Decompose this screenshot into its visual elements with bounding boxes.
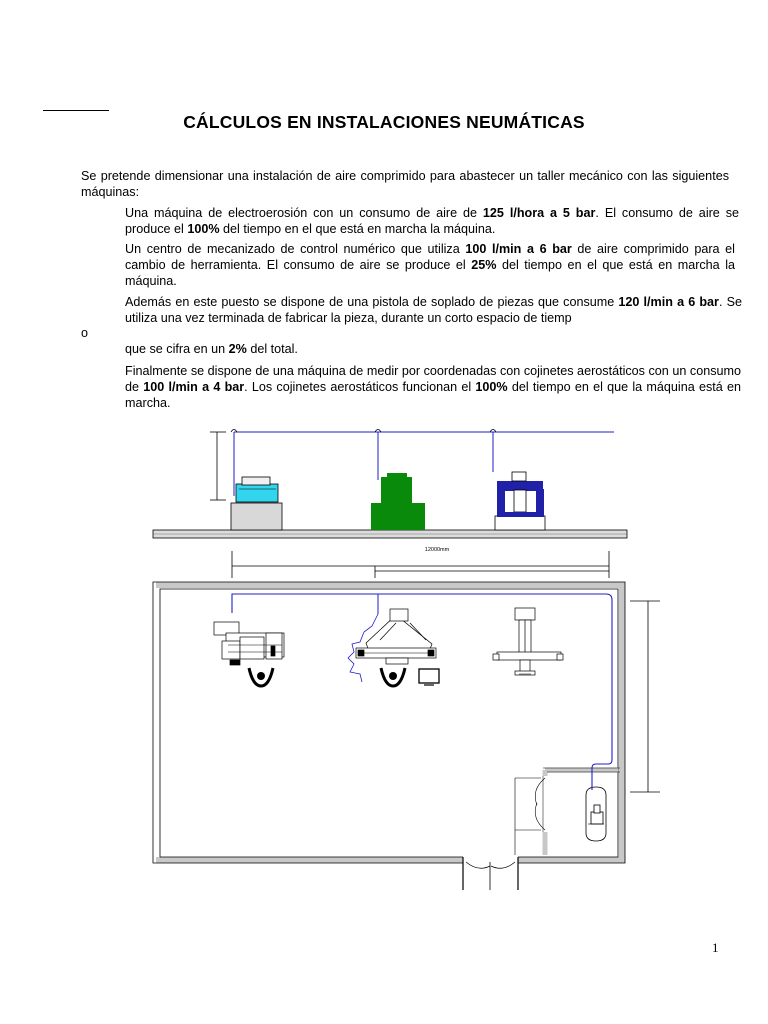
item-text: . Se utiliza una vez terminada de fabricar la pieza, durante un corto espacio de tiemp [125,295,742,325]
document-title: CÁLCULOS EN INSTALACIONES NEUMÁTICAS [183,112,585,132]
operator-1-icon [249,668,273,686]
item-text: . Los cojinetes aerostáticos funcionan el [244,380,476,394]
edm-machine-elevation [231,477,282,530]
elevation-view [153,430,627,539]
monitor-icon [419,669,439,685]
compressor-room-wall [545,770,618,855]
edm-machine-plan [214,622,284,665]
operator-2-icon [381,668,405,686]
orphan-letter: o [81,326,89,340]
plan-air-pipe [232,594,612,790]
item-text: del tiempo en el que la máquina está en marcha. [125,380,741,410]
dimension-label: 12000mm [424,547,450,553]
plan-view [153,582,660,890]
item-text: del total. [246,342,298,356]
cnc-machine-plan [356,609,436,664]
item-text: del tiempo en el que está en marcha la máquina. [219,222,496,236]
item-text: que se cifra en un [125,342,229,356]
item-value: 120 l/min a 6 bar [618,295,719,309]
item-text: de aire comprimido para el cambio de herramienta. El consumo de aire se produce el [125,242,735,272]
item-text: Además en este puesto se dispone de una pistola de soplado de piezas que consume [125,295,619,309]
item-text: del tiempo en el que está en marcha la máquina. [125,258,735,288]
overall-dimension [232,547,609,578]
cmm-machine-plan [493,608,563,675]
item-value: 100% [187,222,220,236]
compressor [586,787,606,841]
cnc-machine-elevation [371,473,425,530]
page-number: 1 [712,940,719,955]
item-value: 100 l/min a 4 bar [143,380,245,394]
item-value: 2% [228,342,247,356]
item-text: . El consumo de aire se produce el [125,206,740,236]
cmm-machine-elevation [495,472,545,530]
intro-paragraph: Se pretende dimensionar una instalación de aire comprimido para abastecer un taller mecánico con las siguientes máquinas: [81,169,729,199]
item-value: 25% [471,258,497,272]
item-value: 125 l/hora a 5 bar [482,206,596,220]
item-text: Una máquina de electroerosión con un consumo de aire de [125,206,483,220]
item-value: 100% [475,380,508,394]
item-text: Finalmente se dispone de una máquina de medir por coordenadas con cojinetes aerostáticos con un consumo de [125,364,741,394]
item-value: 100 l/min a 6 bar [465,242,572,256]
item-text: Un centro de mecanizado de control numérico que utiliza [125,242,466,256]
